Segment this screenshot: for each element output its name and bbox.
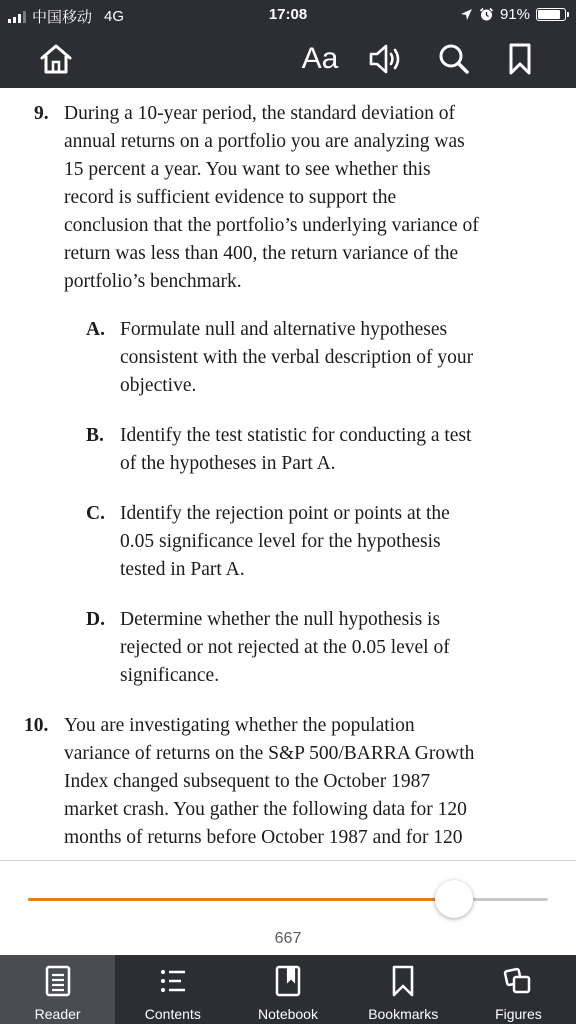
battery-icon [536,8,566,21]
part-text [120,500,540,584]
bookmark-icon [507,42,533,76]
text-line: annual returns on a portfolio you are analyzing was [64,131,465,152]
text-line: months of returns before October 1987 and for 120 [64,827,463,848]
text-line: Formulate null and alternative hypotheses [120,319,448,340]
book-page [0,88,576,860]
text-line: Identify the rejection point or points at the [120,503,450,524]
part-text [120,606,540,690]
tab-label: Reader [34,1006,81,1022]
font-settings-button[interactable]: Aa [301,42,339,75]
part-text [120,422,540,478]
question-number: 10. [24,715,49,736]
figures-icon [503,966,533,996]
text-line: of the hypotheses in Part A. [120,453,336,474]
question-text [64,712,554,852]
tab-label: Contents [144,1006,201,1022]
text-line: market crash. You gather the following data for 120 [64,799,467,820]
text-line: Determine whether the null hypothesis is [120,609,441,630]
part-text [120,316,540,400]
home-button[interactable] [36,39,76,79]
question-number: 9. [34,103,49,124]
tab-label: Notebook [258,1006,318,1022]
speaker-icon [367,42,405,76]
text-line: You are investigating whether the population [64,715,415,736]
status-bar [0,0,576,30]
text-line: 0.05 significance level for the hypothesis [120,531,441,552]
text-line: return was less than 400, the return variance of the [64,243,459,264]
tab-reader[interactable] [0,955,115,1024]
search-icon [437,42,471,76]
bookmarks-icon [391,965,415,997]
text-line: portfolio’s benchmark. [64,271,242,292]
tab-figures[interactable] [461,955,576,1024]
text-line: variance of returns on the S&P 500/BARRA Growth [64,743,475,764]
location-arrow-icon [460,8,473,21]
bookmark-button[interactable] [500,39,540,79]
text-line: rejected or not rejected at the 0.05 level of [120,637,450,658]
question-text [64,100,554,296]
content-divider [0,860,576,861]
text-line: consistent with the verbal description of your [120,347,474,368]
contents-icon [159,967,187,995]
read-aloud-button[interactable] [366,39,406,79]
battery-percent: 91% [499,6,530,23]
tab-bookmarks[interactable] [346,955,461,1024]
part-letter: A. [86,319,105,340]
text-line: tested in Part A. [120,559,245,580]
text-line: Identify the test statistic for conducting a test [120,425,472,446]
status-time: 17:08 [268,6,308,23]
text-line: significance. [120,665,220,686]
part-letter: C. [86,503,105,524]
part-letter: D. [86,609,105,630]
text-line: During a 10-year period, the standard deviation of [64,103,455,124]
text-line: objective. [120,375,197,396]
home-icon [38,41,74,77]
page-slider-thumb[interactable] [435,880,473,918]
page-number: 667 [274,930,302,947]
tab-notebook[interactable] [230,955,345,1024]
text-line: Index changed subsequent to the October 1987 [64,771,431,792]
reader-toolbar [0,30,576,88]
reader-icon [45,965,71,997]
bottom-tab-bar [0,955,576,1024]
tab-contents[interactable] [115,955,230,1024]
tab-label: Bookmarks [368,1006,439,1022]
part-letter: B. [86,425,104,446]
notebook-icon [275,965,301,997]
text-line: conclusion that the portfolio’s underlying variance of [64,215,479,236]
tab-label: Figures [495,1006,542,1022]
alarm-icon [479,7,494,22]
text-line: record is sufficient evidence to support the [64,187,397,208]
search-button[interactable] [434,39,474,79]
text-line: 15 percent a year. You want to see whether this [64,159,431,180]
network-type: 4G [104,8,125,25]
page-slider-fill [28,898,454,901]
carrier-name: 中国移动 [32,9,93,26]
